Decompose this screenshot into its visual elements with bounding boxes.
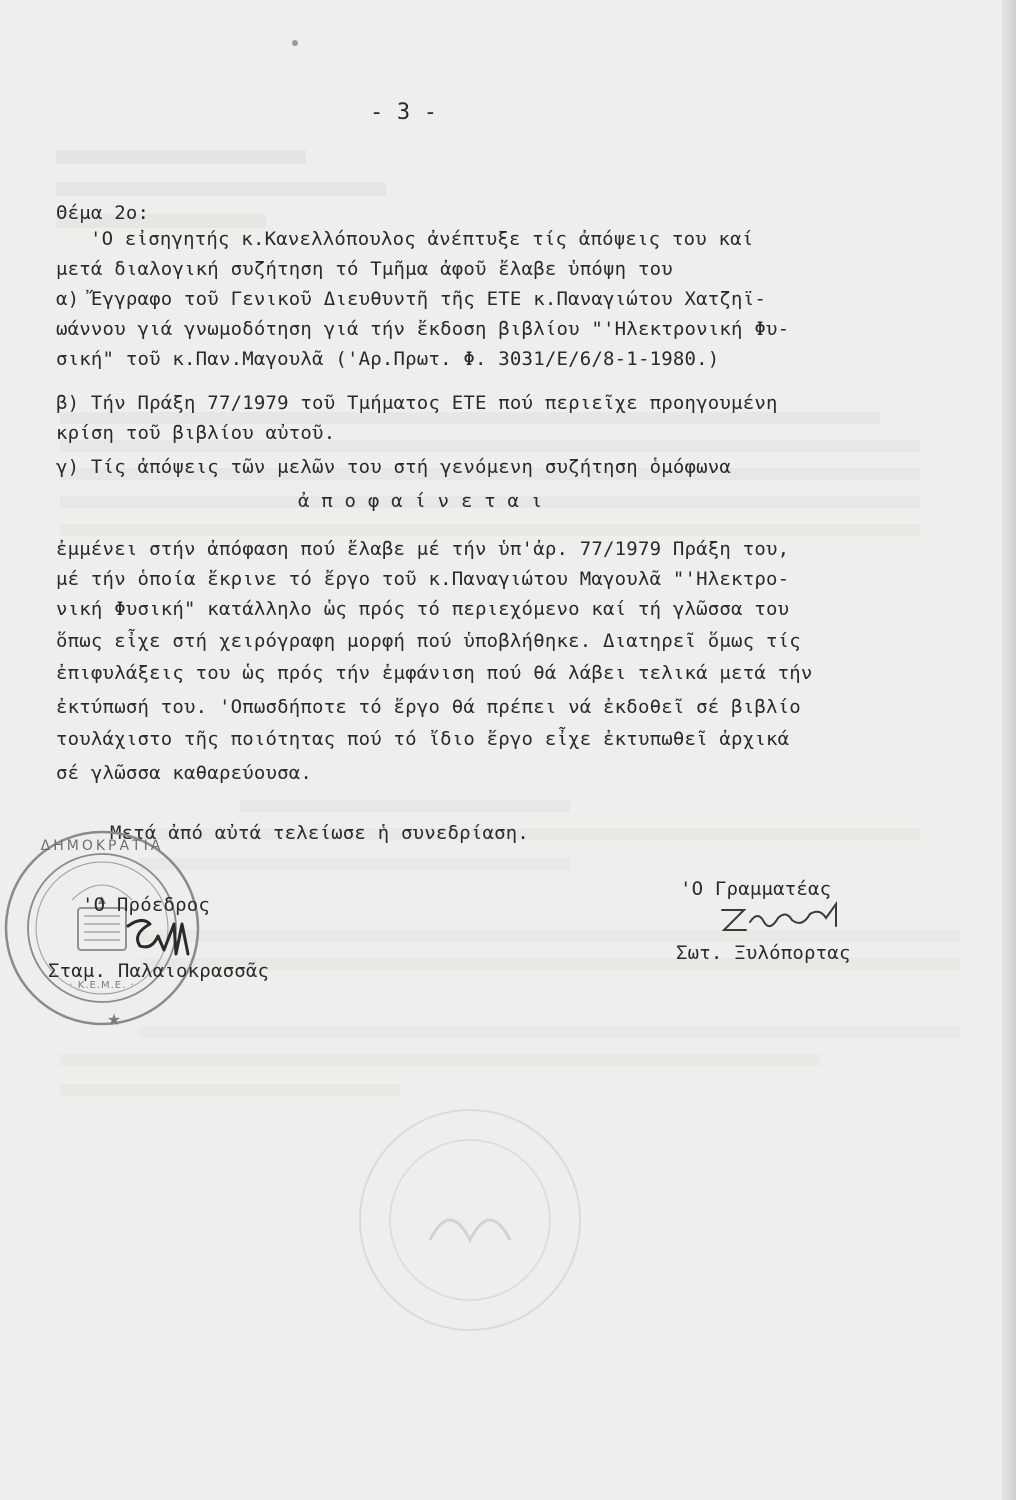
body-line: α) Ἔγγραφο τοῦ Γενικοῦ Διευθυντῆ τῆς ΕΤΕ κ.Παναγιώτου Χατζηϊ- — [56, 288, 766, 310]
svg-text:★: ★ — [106, 1010, 122, 1029]
president-name: Σταμ. Παλαιοκρασσᾶς — [48, 960, 270, 982]
body-line: 'Ο εἰσηγητής κ.Κανελλόπουλος ἀνέπτυξε τίς ἀπόψεις του καί — [90, 228, 754, 250]
page-edge — [1002, 0, 1016, 1500]
closing-line: Μετά ἀπό αὐτά τελείωσε ἡ συνεδρίαση. — [110, 822, 530, 844]
body-line: τουλάχιστο τῆς ποιότητας πού τό ἴδιο ἔργο εἶχε ἐκτυπωθεῖ ἀρχικά — [56, 728, 790, 750]
body-line: ἐπιφυλάξεις του ὡς πρός τήν ἐμφάνιση πού θά λάβει τελικά μετά τήν — [56, 662, 813, 684]
body-line: μετά διαλογική συζήτηση τό Τμῆμα ἀφοῦ ἔλαβε ὑπόψη του — [56, 258, 673, 280]
body-line: γ) Τίς ἀπόψεις τῶν μελῶν του στή γενόμενη συζήτηση ὁμόφωνα — [56, 456, 732, 478]
president-signature — [118, 912, 198, 960]
faint-seal-bleed — [350, 1100, 590, 1340]
secretary-title: 'Ο Γραμματέας — [680, 878, 832, 900]
body-line: ωάννου γιά γνωμοδότηση γιά τήν ἔκδοση βιβλίου "'Ηλεκτρονική Φυ- — [56, 318, 790, 340]
body-line: ἐκτύπωσή του. 'Οπωσδήποτε τό ἔργο θά πρέπει νά ἐκδοθεῖ σέ βιβλίο — [56, 696, 801, 718]
body-line: μέ τήν ὁποία ἔκρινε τό ἔργο τοῦ κ.Παναγιώτου Μαγουλᾶ "'Ηλεκτρο- — [56, 568, 790, 590]
body-line: σική" τοῦ κ.Παν.Μαγουλᾶ ('Αρ.Πρωτ. Φ. 3031/Ε/6/8-1-1980.) — [56, 348, 720, 370]
body-line: σέ γλῶσσα καθαρεύουσα. — [56, 762, 313, 784]
president-title: 'Ο Πρόεδρος — [82, 894, 211, 916]
body-line: ἐμμένει στήν ἀπόφαση πού ἔλαβε μέ τήν ὑπ'ἀρ. 77/1979 Πράξη του, — [56, 538, 790, 560]
body-line: νική Φυσική" κατάλληλο ὡς πρός τό περιεχόμενο καί τή γλῶσσα του — [56, 598, 790, 620]
secretary-name: Σωτ. Ξυλόπορτας — [676, 942, 851, 964]
svg-text:· Κ.Ε.Μ.Ε. ·: · Κ.Ε.Μ.Ε. · — [69, 980, 135, 991]
body-line: κρίση τοῦ βιβλίου αὐτοῦ. — [56, 422, 336, 444]
body-line: ὅπως εἶχε στή χειρόγραφη μορφή πού ὑποβλήθηκε. Διατηρεῖ ὅμως τίς — [56, 630, 801, 652]
section-heading: Θέμα 2ο: — [56, 202, 150, 224]
body-line: β) Τήν Πράξη 77/1979 τοῦ Τμήματος ΕΤΕ πού περιεῖχε προηγουμένη — [56, 392, 778, 414]
seal-text: ΔΗΜΟΚΡΑΤΙΑ — [40, 838, 164, 854]
page-number: - 3 - — [370, 100, 438, 125]
decision-heading: ἀ π ο φ α ί ν ε τ α ι — [298, 490, 543, 512]
punch-mark — [292, 40, 298, 46]
secretary-signature — [718, 898, 868, 938]
